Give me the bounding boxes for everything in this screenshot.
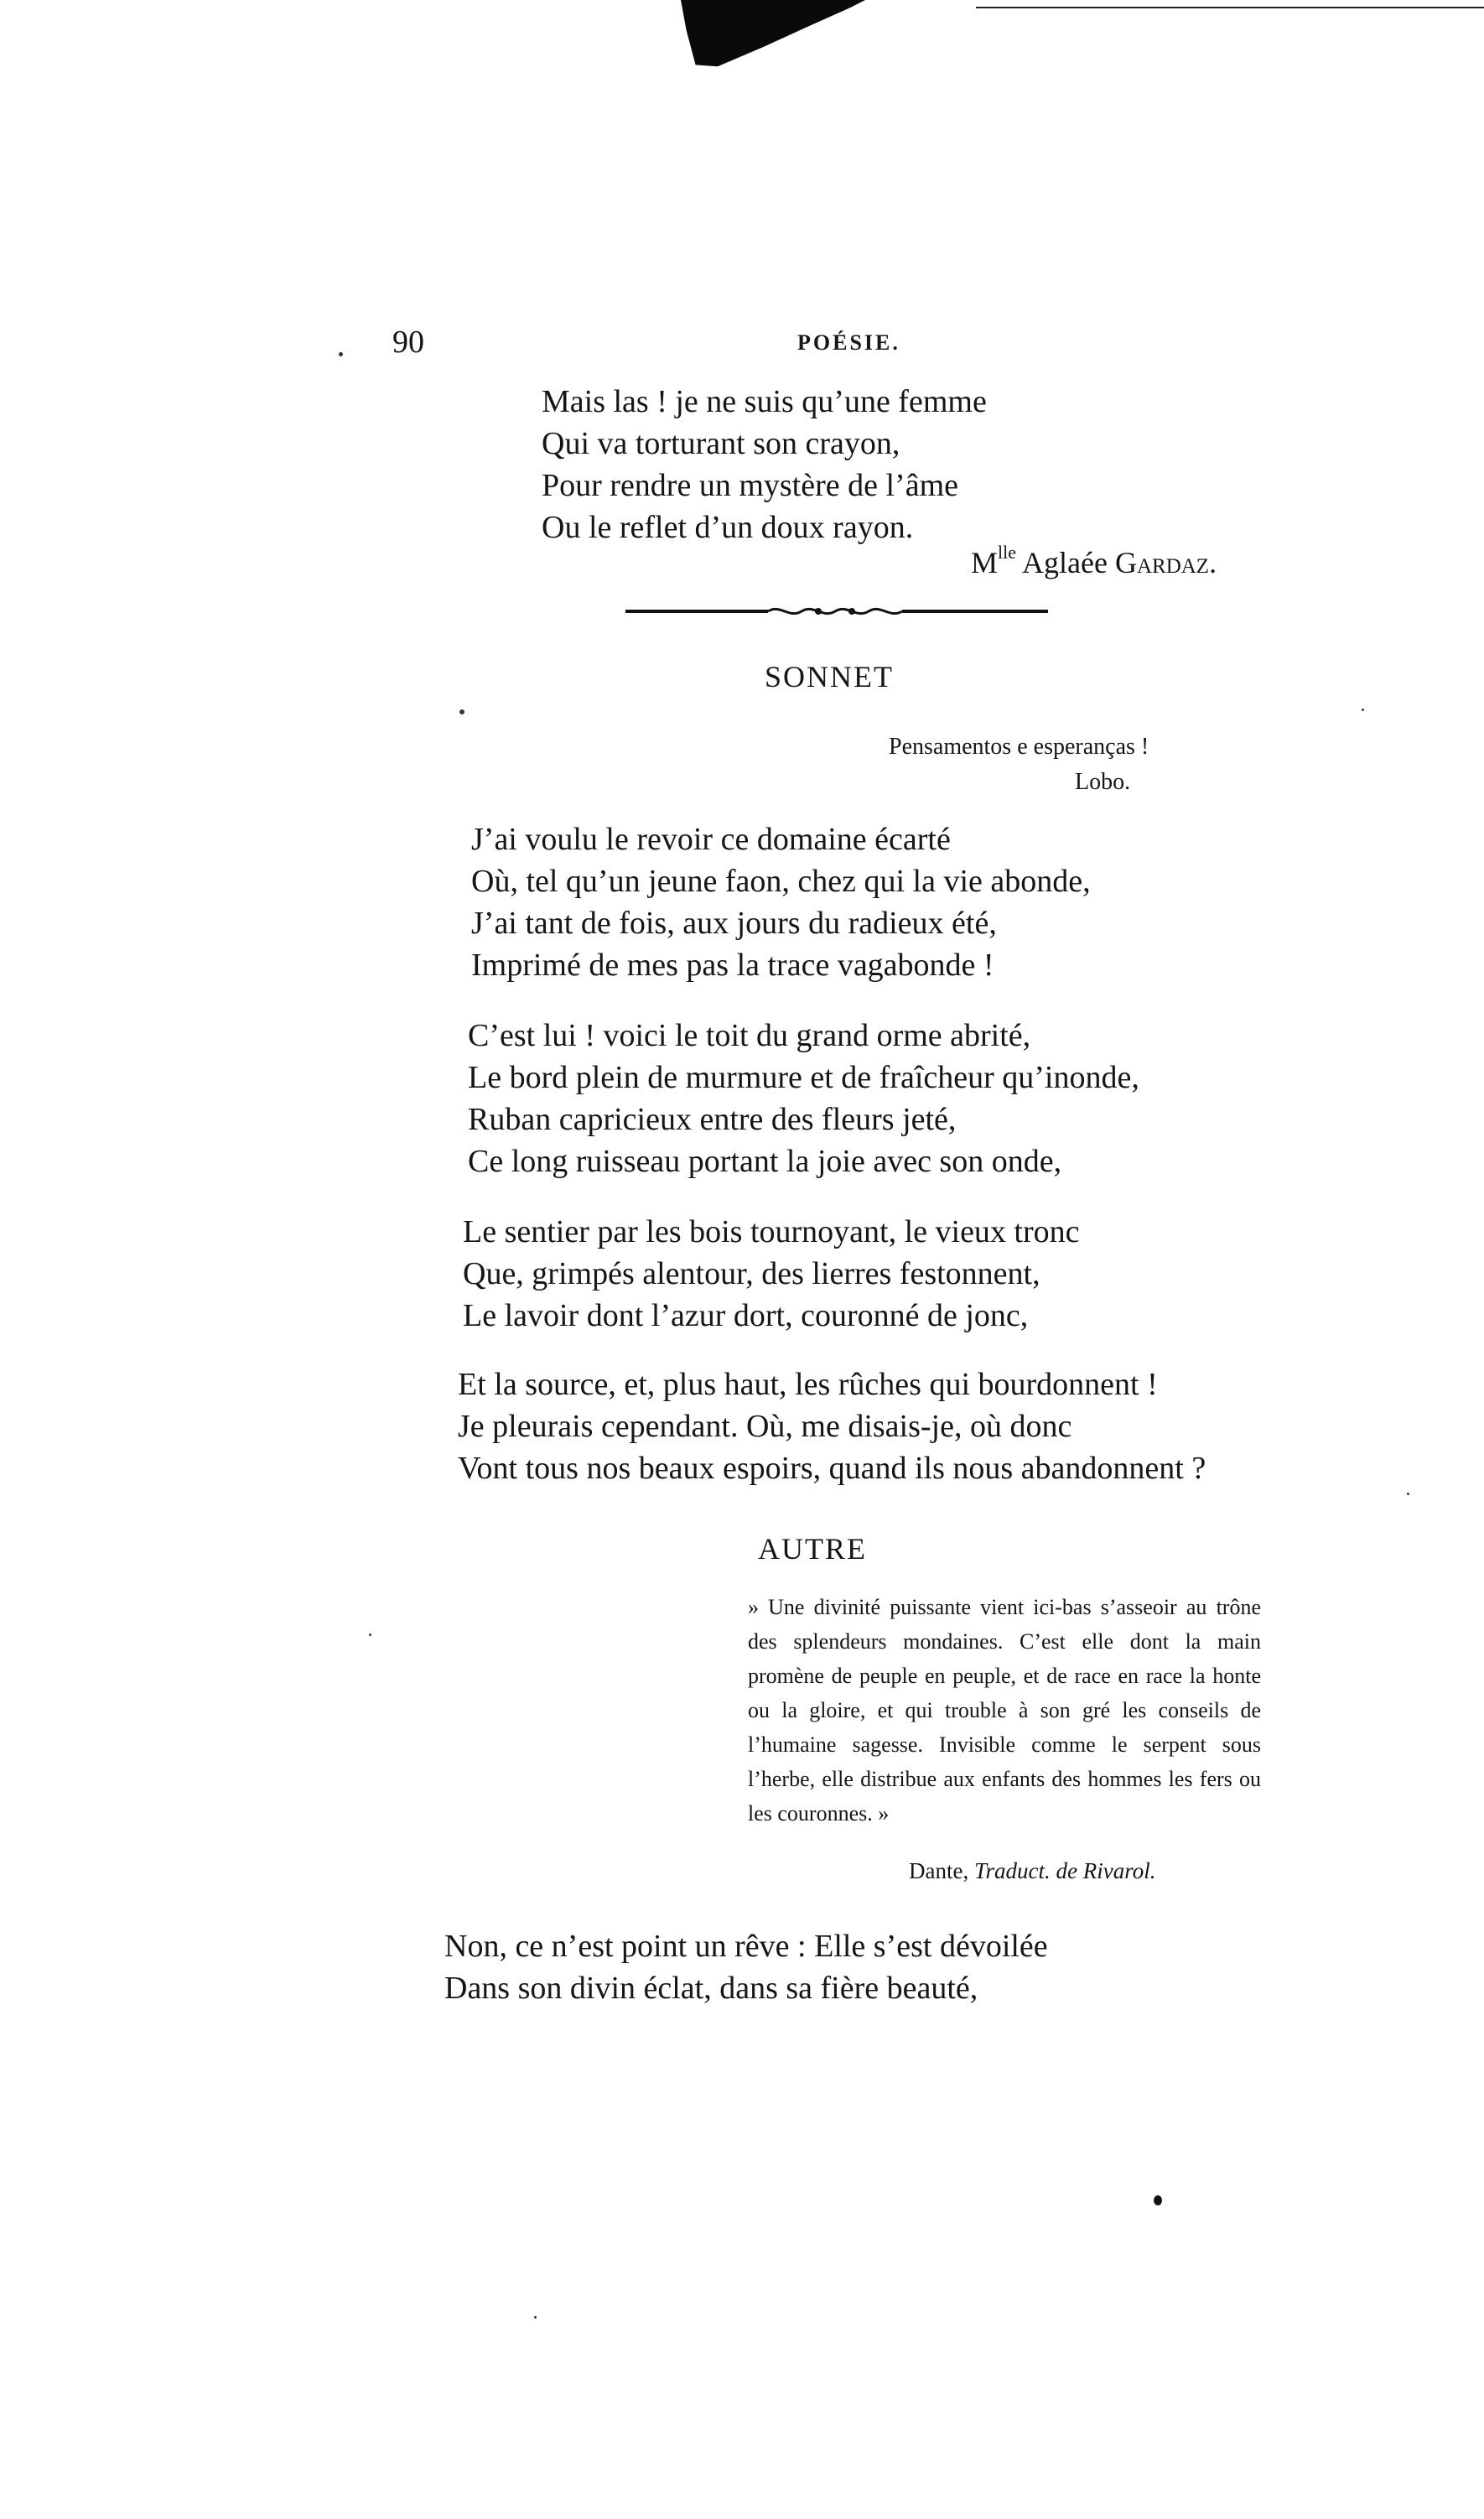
speck [1362, 709, 1364, 711]
speck [1407, 1493, 1409, 1495]
verse-line: Ruban capricieux entre des fleurs jeté, [468, 1102, 957, 1137]
verse-line: Le bord plein de murmure et de fraîcheur qu’inonde, [468, 1060, 1139, 1095]
signature-surname: Gardaz. [1114, 546, 1217, 579]
verse-line: Non, ce n’est point un rêve : Elle s’est dévoilée [444, 1929, 1048, 1964]
autre-attribution [909, 1858, 1155, 1884]
signature-name: Aglaée [1022, 546, 1108, 579]
top-edge-rule [976, 7, 1484, 8]
sonnet-tercet-2 [458, 1363, 1206, 1489]
sonnet-tercet-1 [463, 1211, 1080, 1337]
verse-line: Que, grimpés alentour, des lierres festonnent, [463, 1256, 1040, 1291]
verse-line: Vont tous nos beaux espoirs, quand ils nous abandonnent ? [458, 1451, 1206, 1486]
speck [369, 1633, 371, 1636]
sonnet-epigraph-author: Lobo. [1075, 769, 1131, 795]
running-head: POÉSIE. [797, 330, 900, 355]
verse-line: Mais las ! je ne suis qu’une femme [542, 384, 987, 419]
verse-line: C’est lui ! voici le toit du grand orme abrité, [468, 1018, 1031, 1053]
verse-line: Je pleurais cependant. Où, me disais-je, où donc [458, 1409, 1072, 1444]
verse-line: Où, tel qu’un jeune faon, chez qui la vie abonde, [471, 864, 1091, 899]
speck [339, 352, 343, 356]
autre-epigraph: » Une divinité puissante vient ici-bas s’asseoir au trône des splendeurs mondaines. C’est elle dont la main promène de peuple en peuple, et de race en race la honte ou la gloire, et qui trouble à son gré les conseils de l’humaine sagesse. Invisible comme le serpent sous l’herbe, elle distribue aux enfants des hommes les fers ou les couronnes. » [748, 1595, 1261, 1826]
autre-title: AUTRE [758, 1532, 867, 1566]
page-number: 90 [392, 325, 424, 360]
ink-blot [681, 0, 865, 75]
verse-line: Qui va torturant son crayon, [542, 426, 900, 461]
verse-line: J’ai tant de fois, aux jours du radieux été, [471, 906, 997, 941]
author-signature [971, 542, 1217, 580]
ornamental-divider [625, 600, 1048, 622]
verse-line: Imprimé de mes pas la trace vagabonde ! [471, 948, 994, 983]
speck [534, 2316, 537, 2319]
verse-line: Dans son divin éclat, dans sa fière beauté, [444, 1971, 978, 2006]
verse-line: J’ai voulu le revoir ce domaine écarté [471, 822, 951, 857]
attribution-author: Dante, [909, 1858, 969, 1883]
autre-opening [444, 1925, 1048, 2009]
sonnet-title: SONNET [765, 660, 894, 693]
verse-line: Pour rendre un mystère de l’âme [542, 468, 958, 503]
verse-line: Le lavoir dont l’azur dort, couronné de jonc, [463, 1298, 1029, 1333]
verse-line: Ou le reflet d’un doux rayon. [542, 510, 914, 545]
verse-line: Ce long ruisseau portant la joie avec son onde, [468, 1144, 1062, 1179]
speck [1154, 2195, 1162, 2205]
signature-superscript: lle [998, 542, 1017, 563]
attribution-work: Traduct. de Rivarol. [973, 1858, 1156, 1883]
verse-line: Le sentier par les bois tournoyant, le vieux tronc [463, 1214, 1080, 1249]
previous-poem-ending [542, 381, 987, 548]
sonnet-epigraph-quote: Pensamentos e esperanças ! [889, 734, 1149, 760]
speck [459, 709, 464, 714]
sonnet-stanza-1 [471, 818, 1091, 986]
verse-line: Et la source, et, plus haut, les rûches qui bourdonnent ! [458, 1367, 1158, 1402]
sonnet-stanza-2 [468, 1015, 1139, 1182]
signature-prefix: M [971, 546, 999, 579]
